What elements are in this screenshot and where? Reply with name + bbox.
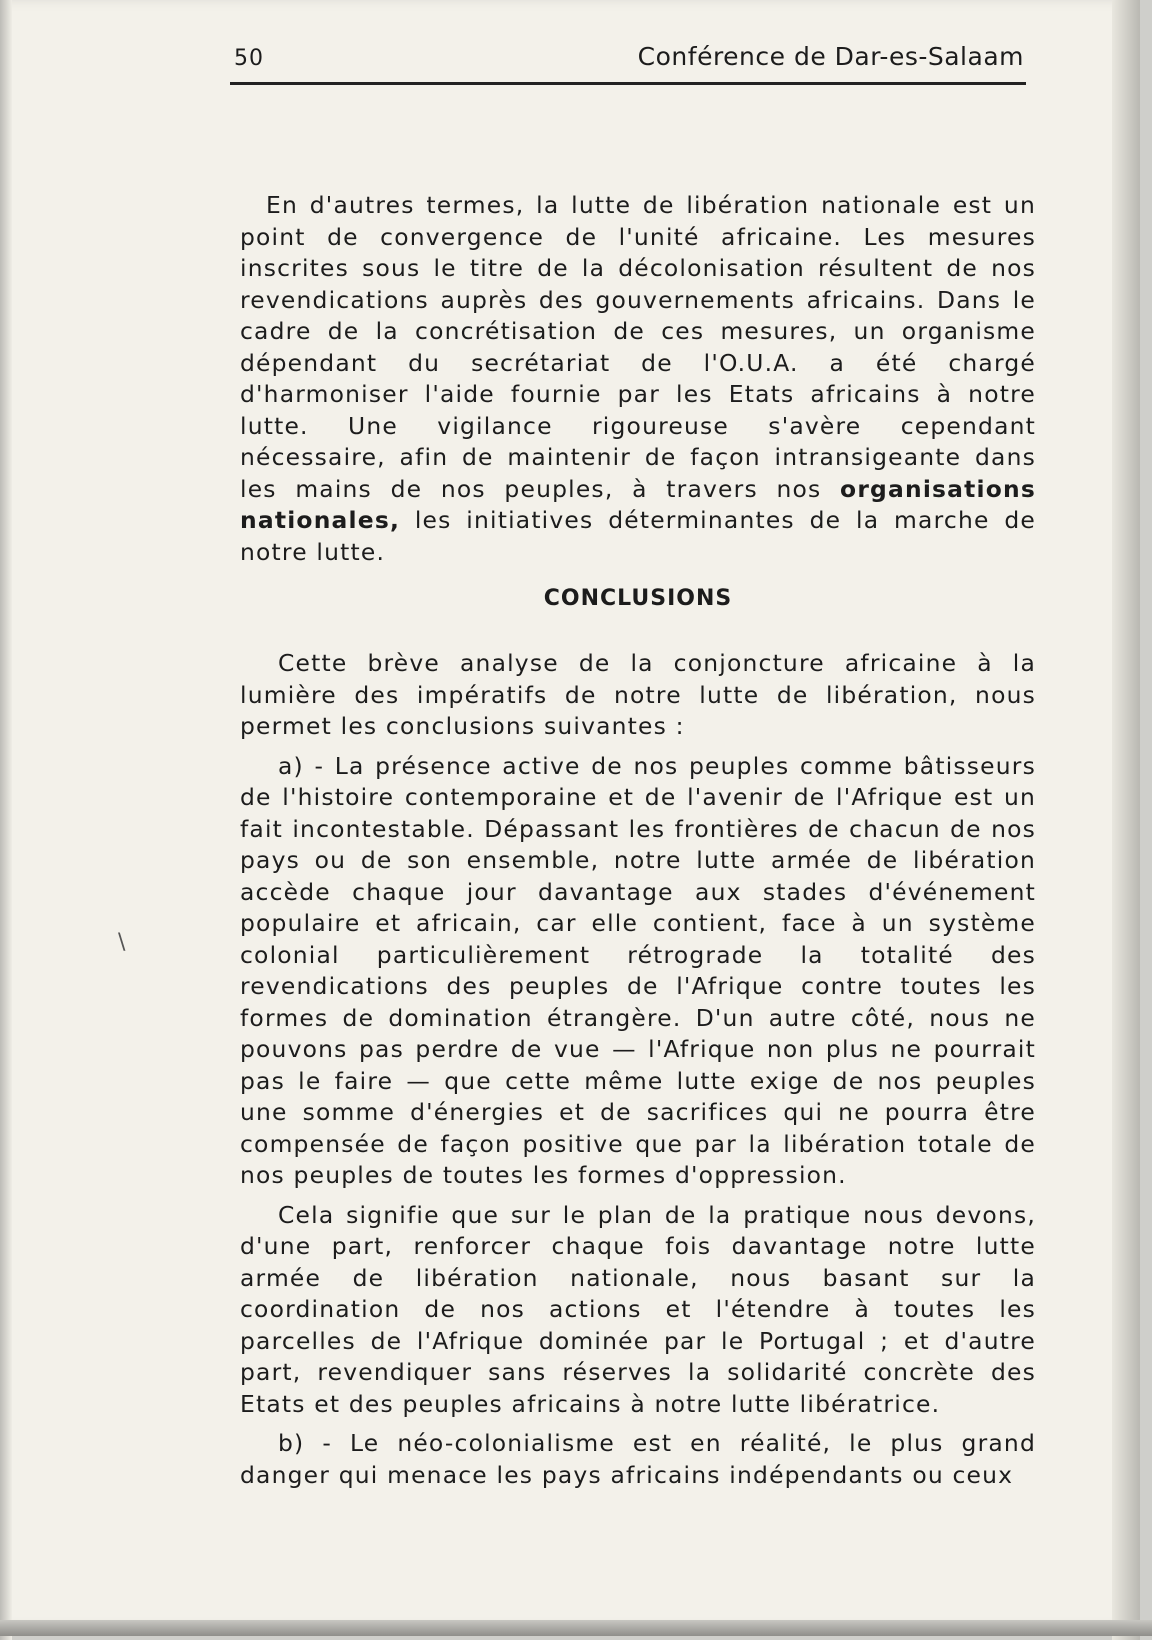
conclusion-item-a-continuation: Cela signifie que sur le plan de la pratique nous devons, d'une part, renforcer chaque fois davantage notre lutte armée de libération nationale, nous basant sur la coordination de nos actions et l'étendre à toutes les parcelles de l'Afrique dominée par le Portugal ; et d'autre part, revendiquer sans réserves la solidarité concrète des Etats et des peuples africains à notre lutte libératrice. [240, 1200, 1036, 1418]
intro-paragraph [240, 190, 1036, 568]
intro-section [240, 190, 1036, 568]
intro-text-after: les initiatives déterminantes de la marche de notre lutte. [240, 506, 1036, 566]
running-title: Conférence de Dar-es-Salaam [637, 42, 1024, 71]
page-left-shadow [0, 0, 12, 1640]
conclusions-intro: Cette brève analyse de la conjoncture africaine à la lumière des impératifs de notre lutte de libération, nous permet les conclusions suivantes : [240, 649, 1036, 740]
header-rule [230, 82, 1026, 85]
page-right-edge [1112, 0, 1140, 1640]
conclusions-heading: CONCLUSIONS [543, 586, 733, 611]
page-number: 50 [234, 46, 264, 71]
margin-stroke-mark: \ [118, 930, 126, 955]
intro-text-before: En d'autres termes, la lutte de libération nationale est un point de convergence de l'unité africaine. Les mesures inscrites sous le titre de la décolonisation résultent de nos revendications auprès des gouvernements africains. Dans le cadre de la concrétisation de ces mesures, un organisme dépendant du secrétariat de l'O.U.A. a été chargé d'harmoniser l'aide fournie par les Etats africains à notre lutte. Une vigilance rigoureuse s'avère cependant nécessaire, afin de maintenir de façon intransigeante dans les mains de nos peuples, à travers nos [240, 191, 1036, 503]
conclusions-section [240, 648, 1036, 1499]
page-bottom-edge [0, 1620, 1152, 1636]
intro-bold-text: organisations nationales, [240, 474, 1036, 534]
page-header [232, 38, 1024, 78]
conclusion-item-a: a) - La présence active de nos peuples comme bâtisseurs de l'histoire contemporaine et de l'avenir de l'Afrique est un fait incontestable. Dépassant les frontières de chacun de nos pays ou de son ensemble, notre lutte armée de libération accède chaque jour davantage aux stades d'événement populaire et africain, car elle contient, face à un système colonial particulièrement rétrograde la totalité des revendications des peuples de l'Afrique contre toutes les formes de domination étrangère. D'un autre côté, nous ne pouvons pas perdre de vue — l'Afrique non plus ne pourrait pas le faire — que cette même lutte exige de nos peuples une somme d'énergies et de sacrifices qui ne pourra être compensée de façon positive que par la libération totale de nos peuples de toutes les formes d'oppression. [240, 751, 1036, 1189]
conclusion-item-b: b) - Le néo-colonialisme est en réalité, le plus grand danger qui menace les pays africains indépendants ou ceux [240, 1429, 1036, 1489]
